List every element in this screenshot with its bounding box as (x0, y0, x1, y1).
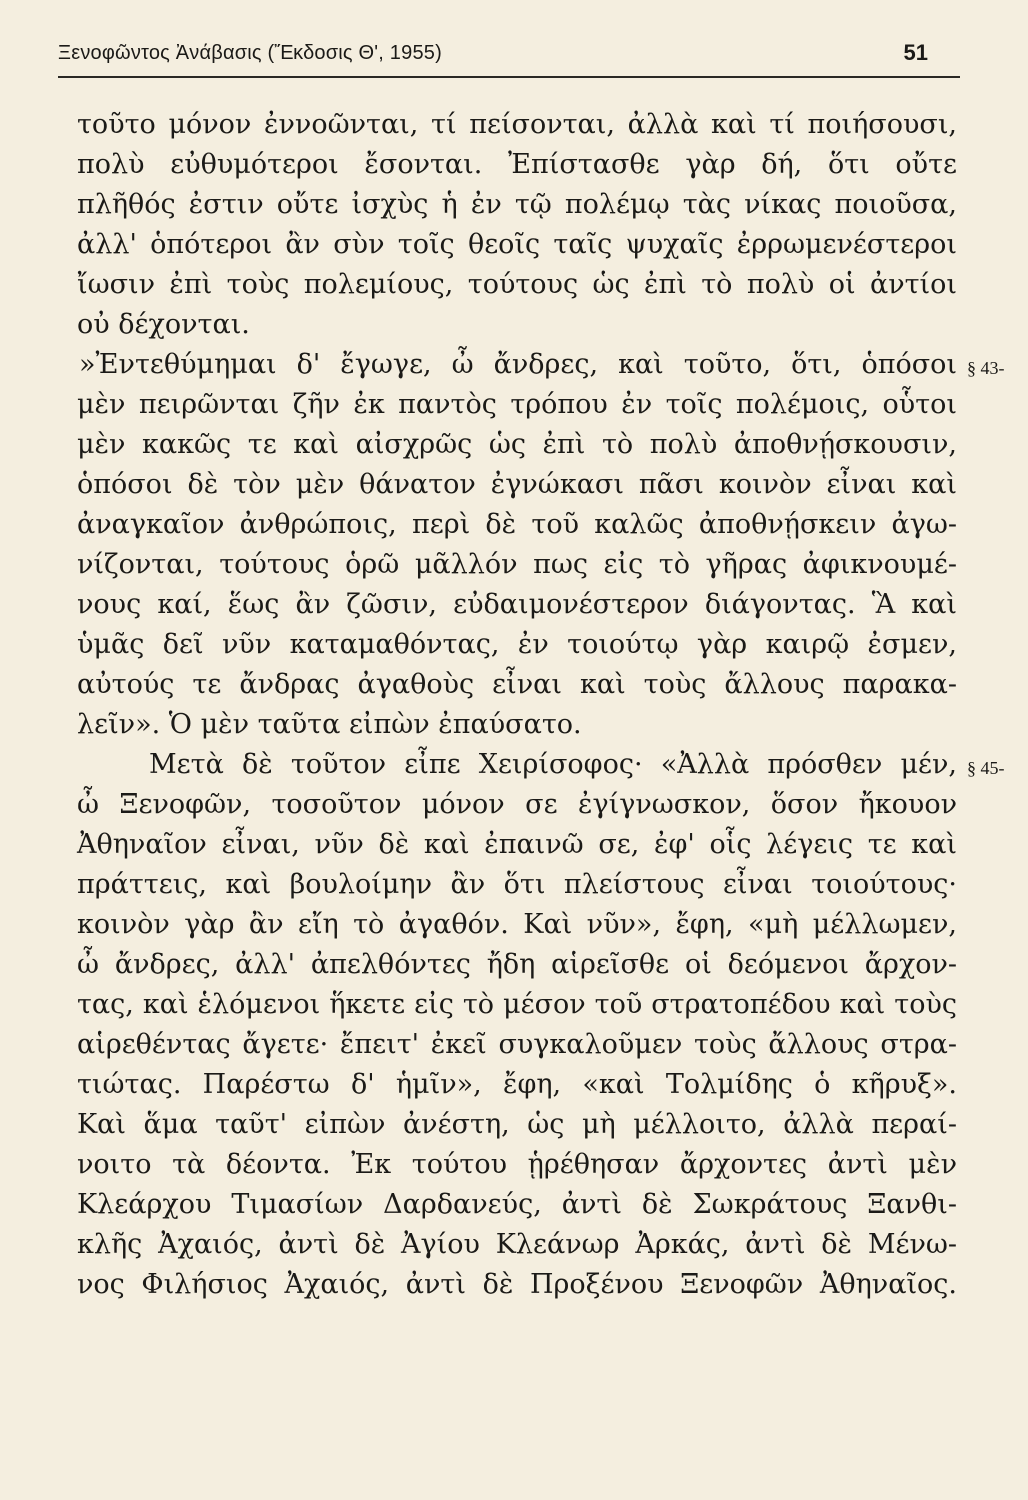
running-header (58, 38, 958, 78)
text-line: Ἀθηναῖον εἶναι, νῦν δὲ καὶ ἐπαινῶ σε, ἐφ' οἷς λέγεις τε καὶ (77, 829, 957, 860)
page-number: 51 (903, 40, 928, 65)
text-line: μὲν πειρῶνται ζῆν ἐκ παντὸς τρόπου ἐν τοῖς πολέμοις, οὗτοι (77, 389, 957, 420)
text-line: κλῆς Ἀχαιός, ἀντὶ δὲ Ἀγίου Κλεάνωρ Ἀρκάς, ἀντὶ δὲ Μένω- (77, 1229, 957, 1260)
running-title: Ξενοφῶντος Ἀνάβασις (Ἔκδοσις Θ', 1955) (58, 42, 442, 64)
margin-section-note: § 45- (967, 758, 1005, 778)
text-line: πράττεις, καὶ βουλοίμην ἂν ὅτι πλείστους εἶναι τοιούτους· (77, 869, 957, 900)
text-line: ἀλλ' ὁπότεροι ἂν σὺν τοῖς θεοῖς ταῖς ψυχαῖς ἐρρωμενέστεροι (77, 229, 957, 260)
text-line: ὦ Ξενοφῶν, τοσοῦτον μόνον σε ἐγίγνωσκον, ὅσον ἤκουον (77, 789, 957, 820)
text-line: ἴωσιν ἐπὶ τοὺς πολεμίους, τούτους ὡς ἐπὶ τὸ πολὺ οἱ ἀντίοι (77, 269, 957, 300)
text-line: νοιτο τὰ δέοντα. Ἐκ τούτου ᾑρέθησαν ἄρχοντες ἀντὶ μὲν (77, 1149, 957, 1180)
text-line: ὦ ἄνδρες, ἀλλ' ἀπελθόντες ἤδη αἱρεῖσθε οἱ δεόμενοι ἄρχον- (77, 949, 957, 980)
text-line: κοινὸν γὰρ ἂν εἴη τὸ ἀγαθόν. Καὶ νῦν», ἔφη, «μὴ μέλλωμεν, (77, 909, 957, 940)
text-line: ὁπόσοι δὲ τὸν μὲν θάνατον ἐγνώκασι πᾶσι κοινὸν εἶναι καὶ (77, 469, 957, 500)
text-line: »Ἐντεθύμημαι δ' ἔγωγε, ὦ ἄνδρες, καὶ τοῦτο, ὅτι, ὁπόσοι (79, 349, 957, 380)
body-text (77, 105, 967, 1305)
text-line: Μετὰ δὲ τοῦτον εἶπε Χειρίσοφος· «Ἀλλὰ πρόσθεν μέν, (149, 749, 957, 780)
header-rule (58, 76, 960, 78)
text-line: νους καί, ἕως ἂν ζῶσιν, εὐδαιμονέστερον διάγοντας. Ἃ καὶ (77, 589, 957, 620)
text-line: λεῖν». Ὁ μὲν ταῦτα εἰπὼν ἐπαύσατο. (77, 709, 582, 740)
text-line: πολὺ εὐθυμότεροι ἔσονται. Ἐπίστασθε γὰρ δή, ὅτι οὔτε (77, 149, 957, 180)
text-line: οὐ δέχονται. (77, 309, 250, 340)
text-line: Κλεάρχου Τιμασίων Δαρδανεύς, ἀντὶ δὲ Σωκράτους Ξανθι- (77, 1189, 957, 1220)
text-line: νος Φιλήσιος Ἀχαιός, ἀντὶ δὲ Προξένου Ξενοφῶν Ἀθηναῖος. (77, 1269, 957, 1300)
text-line: μὲν κακῶς τε καὶ αἰσχρῶς ὡς ἐπὶ τὸ πολὺ ἀποθνῄσκουσιν, (77, 429, 957, 460)
text-line: νίζονται, τούτους ὁρῶ μᾶλλόν πως εἰς τὸ γῆρας ἀφικνουμέ- (77, 549, 957, 580)
text-line: τοῦτο μόνον ἐννοῶνται, τί πείσονται, ἀλλὰ καὶ τί ποιήσουσι, (77, 109, 957, 140)
text-line: αὐτούς τε ἄνδρας ἀγαθοὺς εἶναι καὶ τοὺς ἄλλους παρακα- (77, 669, 957, 700)
text-line: ἀναγκαῖον ἀνθρώποις, περὶ δὲ τοῦ καλῶς ἀποθνῄσκειν ἀγω- (77, 509, 957, 540)
text-line: αἱρεθέντας ἄγετε· ἔπειτ' ἐκεῖ συγκαλοῦμεν τοὺς ἄλλους στρα- (77, 1029, 957, 1060)
text-line: Καὶ ἅμα ταῦτ' εἰπὼν ἀνέστη, ὡς μὴ μέλλοιτο, ἀλλὰ περαί- (77, 1109, 957, 1140)
text-line: τιώτας. Παρέστω δ' ἡμῖν», ἔφη, «καὶ Τολμίδης ὁ κῆρυξ». (77, 1069, 957, 1100)
margin-section-note: § 43- (967, 358, 1005, 378)
text-line: ὑμᾶς δεῖ νῦν καταμαθόντας, ἐν τοιούτῳ γὰρ καιρῷ ἐσμεν, (77, 629, 957, 660)
text-line: πλῆθός ἐστιν οὔτε ἰσχὺς ἡ ἐν τῷ πολέμῳ τὰς νίκας ποιοῦσα, (77, 189, 957, 220)
text-line: τας, καὶ ἑλόμενοι ἥκετε εἰς τὸ μέσον τοῦ στρατοπέδου καὶ τοὺς (77, 989, 957, 1020)
